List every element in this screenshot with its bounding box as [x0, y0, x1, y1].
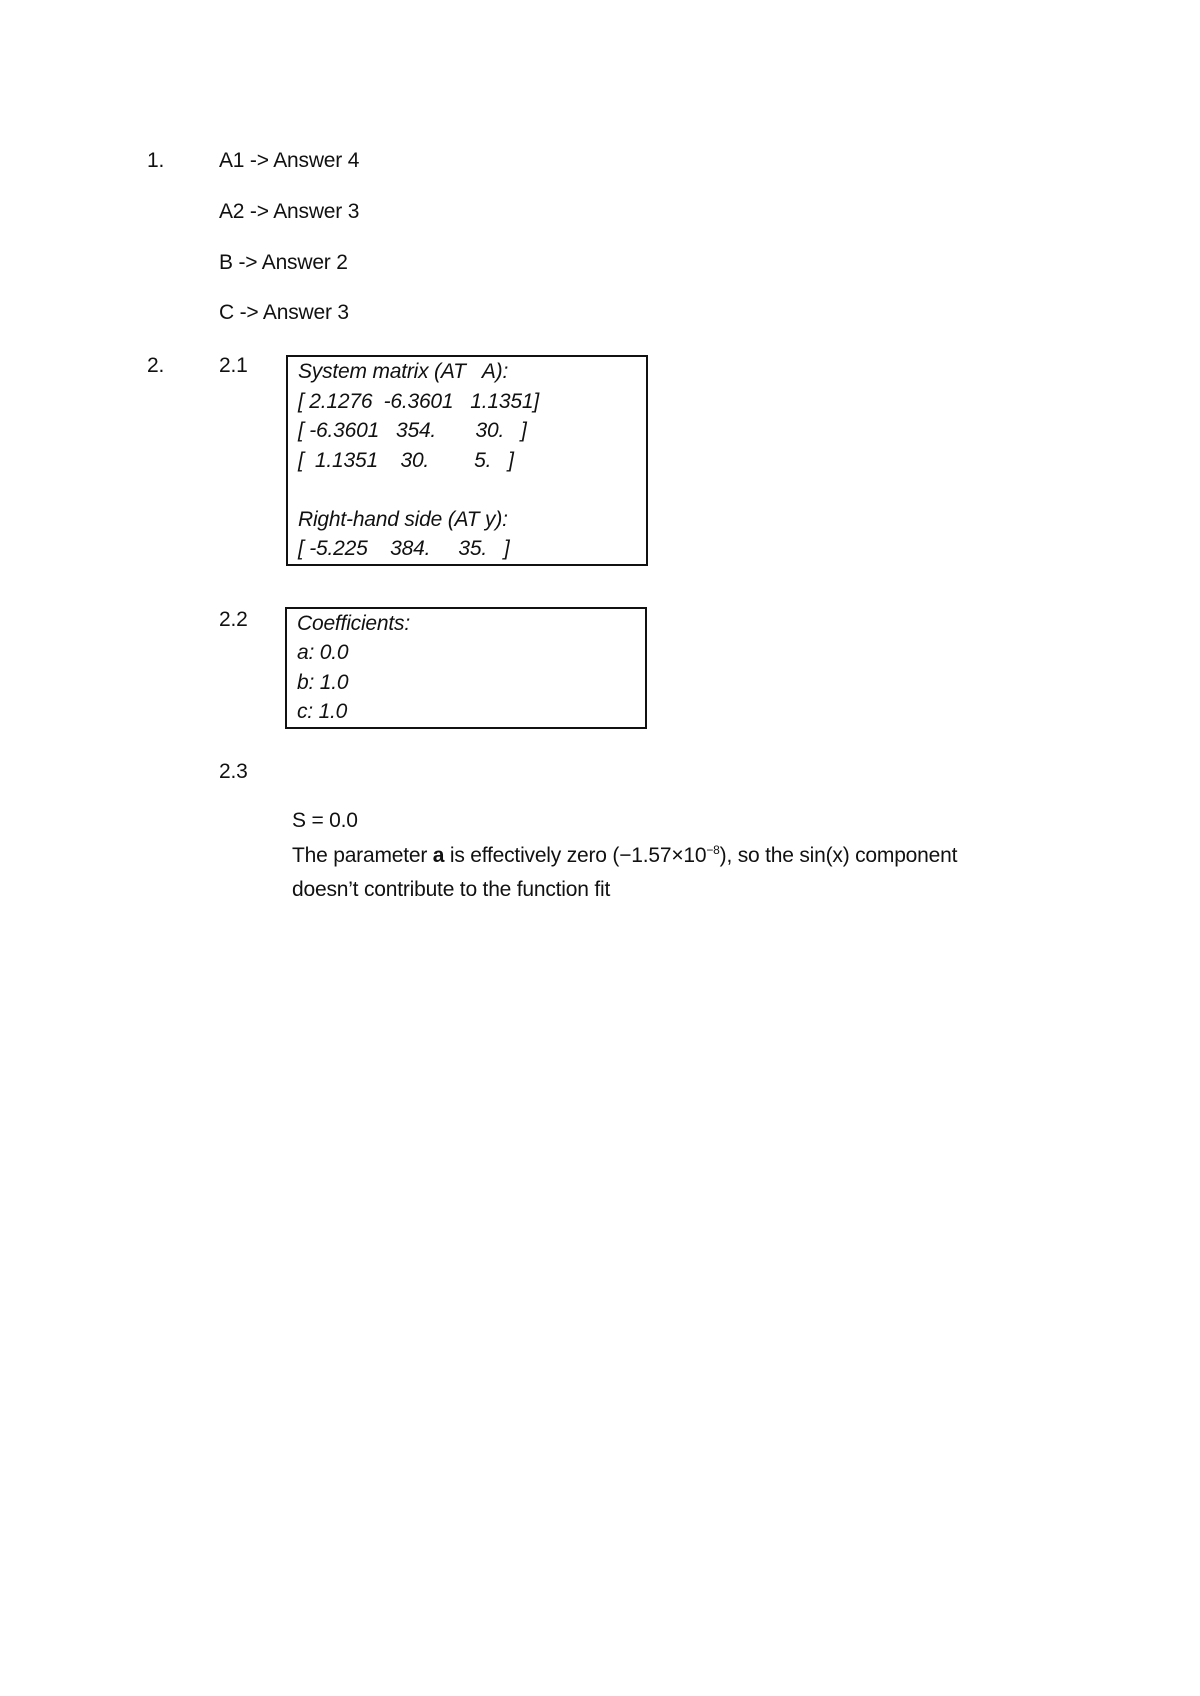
q2-sub1-label: 2.1: [219, 354, 248, 377]
bold-parameter: a: [432, 844, 445, 867]
exponent: −8: [706, 843, 720, 857]
box-line: [ -5.225 384. 35. ]: [298, 537, 510, 560]
box-line: b: 1.0: [297, 671, 349, 694]
box-line: [ 2.1276 -6.3601 1.1351]: [298, 390, 539, 413]
box-line: Coefficients:: [297, 612, 410, 635]
text-segment: The parameter: [292, 844, 433, 867]
s-value-line: S = 0.0: [292, 809, 358, 832]
explanation-line-1: [292, 843, 957, 869]
box-line: [ -6.3601 354. 30. ]: [298, 419, 527, 442]
q1-item-a1: A1 -> Answer 4: [219, 149, 360, 172]
box-line: c: 1.0: [297, 700, 348, 723]
text-segment: ), so the sin(x) component: [719, 844, 958, 867]
box-line: Right-hand side (AT y):: [298, 508, 508, 531]
q1-item-b: B -> Answer 2: [219, 251, 348, 274]
explanation-line-2: doesn’t contribute to the function fit: [292, 878, 611, 901]
box-line: a: 0.0: [297, 641, 349, 664]
q1-item-c: C -> Answer 3: [219, 301, 349, 324]
box-line: System matrix (AT A):: [298, 360, 509, 383]
system-matrix-box: [286, 355, 648, 566]
q1-item-a2: A2 -> Answer 3: [219, 200, 360, 223]
q2-sub3-label: 2.3: [219, 760, 248, 783]
box-line: [ 1.1351 30. 5. ]: [298, 449, 514, 472]
q2-sub2-label: 2.2: [219, 608, 248, 631]
coefficients-box: [285, 607, 647, 729]
text-segment: is effectively zero (−1.57×10: [444, 844, 707, 867]
q2-number: 2.: [147, 354, 165, 377]
q1-number: 1.: [147, 149, 165, 172]
